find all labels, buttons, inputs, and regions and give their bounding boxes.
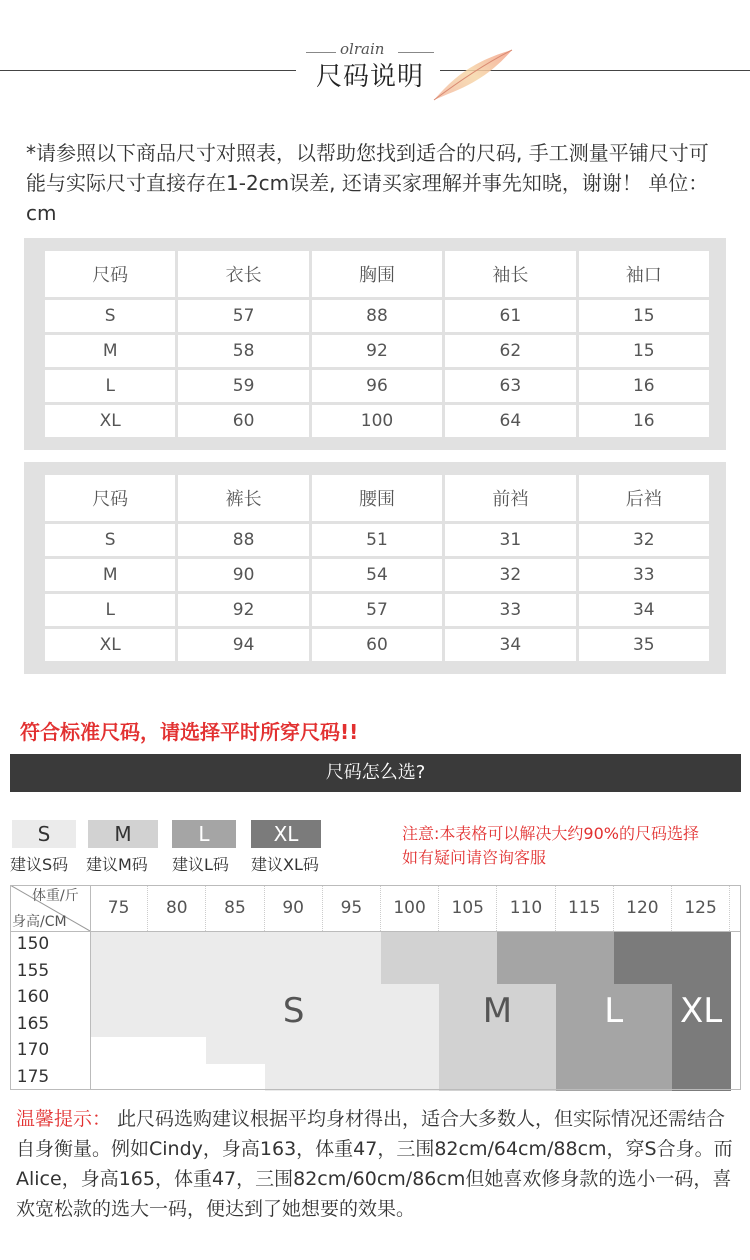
grid-cell (497, 931, 556, 958)
height-axis-label: 身高/CM (12, 914, 67, 930)
table-cell: M (45, 335, 175, 367)
grid-cell (672, 958, 731, 985)
grid-cell (323, 931, 382, 958)
table-cell: 16 (579, 370, 709, 402)
grid-size-label-s: S (282, 990, 305, 1031)
grid-cell (323, 1011, 382, 1038)
table-row (45, 524, 709, 556)
grid-cell (381, 958, 440, 985)
table-cell: 15 (579, 300, 709, 332)
weight-header-cell: 75 (90, 885, 148, 931)
table-header-row (45, 475, 709, 521)
height-row-label: 150 (16, 934, 50, 954)
page-header (0, 0, 750, 110)
grid-cell (381, 1037, 440, 1064)
notice-line-2: 如有疑问请咨询客服 (402, 848, 547, 867)
weight-header-cell: 90 (265, 885, 323, 931)
grid-cell (556, 1064, 615, 1091)
table-cell: 100 (312, 405, 442, 437)
grid-cell (206, 958, 265, 985)
table-cell: S (45, 300, 175, 332)
grid-cell (556, 1037, 615, 1064)
table-header-cell: 袖长 (445, 251, 575, 297)
grid-cell (148, 958, 207, 985)
grid-cell (206, 1011, 265, 1038)
table-cell: 88 (312, 300, 442, 332)
legend-swatch-l: L (172, 820, 236, 848)
table-cell: 92 (178, 594, 308, 626)
grid-cell (148, 984, 207, 1011)
table-cell: L (45, 594, 175, 626)
table-header-cell: 前裆 (445, 475, 575, 521)
grid-cell (672, 931, 731, 958)
table-cell: 57 (178, 300, 308, 332)
table-cell: 54 (312, 559, 442, 591)
grid-cell (323, 1064, 382, 1091)
grid-cell (90, 1064, 149, 1091)
height-row-label: 165 (16, 1013, 50, 1034)
grid-cell (381, 931, 440, 958)
grid-cell (381, 984, 440, 1011)
top-size-table (24, 238, 726, 450)
table-header-cell: 袖口 (579, 251, 709, 297)
grid-cell (90, 1011, 149, 1038)
table-cell: 31 (445, 524, 575, 556)
header-rule-left (0, 70, 296, 71)
grid-cell (206, 1064, 265, 1091)
grid-size-label-l: L (604, 990, 624, 1031)
size-recommendation-grid (10, 885, 741, 1088)
table-cell: 32 (445, 559, 575, 591)
table-cell: 60 (312, 629, 442, 661)
notice-text (402, 822, 699, 870)
weight-header-cell: 115 (556, 885, 614, 931)
table-cell: 64 (445, 405, 575, 437)
legend-label-l: 建议L码 (172, 855, 229, 874)
grid-cell (381, 1011, 440, 1038)
grid-cell (497, 1064, 556, 1091)
grid-cell (497, 958, 556, 985)
table-cell: 16 (579, 405, 709, 437)
grid-cell (148, 1037, 207, 1064)
table-header-cell: 后裆 (579, 475, 709, 521)
table-cell: S (45, 524, 175, 556)
tips-body: 此尺码选购建议根据平均身材得出，适合大多数人，但实际情况还需结合自身衡量。例如Cindy，身高163，体重47，三围82cm/64cm/88cm，穿S合身。而Alice，身高165，体重47，三围82cm/60cm/86cm但她喜欢修身款的选小一码，喜欢宽松款的选大一码，便达到了她想要的效果。 (16, 1108, 733, 1220)
table-row (45, 405, 709, 437)
grid-cell (672, 1037, 731, 1064)
intro-text: *请参照以下商品尺寸对照表，以帮助您找到适合的尺码, 手工测量平铺尺寸可能与实际尺寸直接存在1-2cm误差, 还请买家理解并事先知晓，谢谢！ 单位：cm (26, 141, 709, 225)
grid-cell (206, 1037, 265, 1064)
grid-cell (265, 1064, 324, 1091)
grid-cell (672, 1064, 731, 1091)
table-cell: 32 (579, 524, 709, 556)
table-cell: 62 (445, 335, 575, 367)
tips-lead: 温馨提示： (16, 1108, 112, 1130)
grid-cell (614, 958, 673, 985)
weight-axis-label: 体重/斤 (32, 888, 79, 904)
grid-cell (265, 931, 324, 958)
table-header-cell: 腰围 (312, 475, 442, 521)
weight-header-cell: 120 (614, 885, 672, 931)
legend-label-m: 建议M码 (86, 855, 148, 874)
legend-swatch-m: M (88, 820, 158, 848)
brand-rule-left (306, 52, 336, 53)
weight-header-cell: 110 (497, 885, 555, 931)
weight-header-cell: 80 (148, 885, 206, 931)
table-cell: XL (45, 405, 175, 437)
table-cell: 34 (579, 594, 709, 626)
table-cell: XL (45, 629, 175, 661)
table-cell: 94 (178, 629, 308, 661)
table-row (45, 629, 709, 661)
grid-cell (206, 984, 265, 1011)
height-row-label: 160 (16, 987, 50, 1007)
grid-cell (381, 1064, 440, 1091)
table-cell: 35 (579, 629, 709, 661)
weight-header-cell: 95 (323, 885, 381, 931)
grid-cell (90, 931, 149, 958)
grid-cell (439, 958, 498, 985)
table-cell: 59 (178, 370, 308, 402)
legend-swatch-xl: XL (251, 820, 321, 848)
grid-cell (148, 1064, 207, 1091)
legend-label-xl: 建议XL码 (251, 855, 319, 874)
table-row (45, 594, 709, 626)
grid-cell (497, 1037, 556, 1064)
table-cell: 88 (178, 524, 308, 556)
warm-tips (16, 1104, 736, 1224)
table-cell: 34 (445, 629, 575, 661)
table-cell: 57 (312, 594, 442, 626)
table-cell: 15 (579, 335, 709, 367)
table-header-cell: 尺码 (45, 475, 175, 521)
grid-cell (556, 958, 615, 985)
table-header-cell: 衣长 (178, 251, 308, 297)
grid-cell (614, 1037, 673, 1064)
grid-cell (90, 1037, 149, 1064)
notice-line-1: 注意:本表格可以解决大约90%的尺码选择 (402, 824, 699, 843)
standard-size-note: 符合标准尺码，请选择平时所穿尺码!! (20, 720, 359, 744)
grid-cell (439, 1064, 498, 1091)
weight-header-cell: 100 (381, 885, 439, 931)
grid-cell (148, 931, 207, 958)
table-header-row (45, 251, 709, 297)
grid-cell (323, 1037, 382, 1064)
legend-swatch-s: S (12, 820, 76, 848)
weight-header-cell: 105 (439, 885, 497, 931)
grid-cell (90, 984, 149, 1011)
table-header-cell: 尺码 (45, 251, 175, 297)
table-cell: 96 (312, 370, 442, 402)
grid-cell (90, 958, 149, 985)
table-cell: 58 (178, 335, 308, 367)
brand-logo: olrain (340, 40, 385, 58)
grid-size-label-xl: XL (679, 990, 723, 1031)
weight-header-cell: 85 (206, 885, 264, 931)
table-cell: 33 (579, 559, 709, 591)
weight-header-cell: 125 (672, 885, 730, 931)
table-row (45, 559, 709, 591)
grid-cell (206, 931, 265, 958)
grid-row-header-divider (90, 885, 91, 1090)
grid-cell (323, 958, 382, 985)
section-title-bar: 尺码怎么选? (10, 754, 741, 792)
table-cell: 90 (178, 559, 308, 591)
grid-cell (148, 1011, 207, 1038)
table-header-cell: 裤长 (178, 475, 308, 521)
table-row (45, 335, 709, 367)
grid-cell (439, 1037, 498, 1064)
grid-cell (323, 984, 382, 1011)
height-row-label: 170 (16, 1040, 50, 1060)
grid-size-label-m: M (482, 990, 513, 1031)
grid-cell (439, 931, 498, 958)
table-cell: 92 (312, 335, 442, 367)
feather-icon (428, 44, 518, 104)
legend-label-s: 建议S码 (10, 855, 69, 874)
grid-cell (614, 1064, 673, 1091)
table-cell: 51 (312, 524, 442, 556)
grid-corner-header (10, 885, 90, 931)
table-cell: 63 (445, 370, 575, 402)
height-row-label: 155 (16, 960, 50, 981)
grid-cell (265, 1037, 324, 1064)
table-header-cell: 胸围 (312, 251, 442, 297)
height-row-label: 175 (16, 1066, 50, 1087)
table-cell: 33 (445, 594, 575, 626)
grid-header-divider (10, 931, 741, 932)
grid-cell (556, 931, 615, 958)
table-row (45, 300, 709, 332)
table-cell: 60 (178, 405, 308, 437)
pants-size-table (24, 462, 726, 674)
table-row (45, 370, 709, 402)
grid-cell (614, 931, 673, 958)
page-title: 尺码说明 (315, 62, 424, 92)
table-cell: L (45, 370, 175, 402)
table-cell: 61 (445, 300, 575, 332)
table-cell: M (45, 559, 175, 591)
grid-cell (265, 958, 324, 985)
